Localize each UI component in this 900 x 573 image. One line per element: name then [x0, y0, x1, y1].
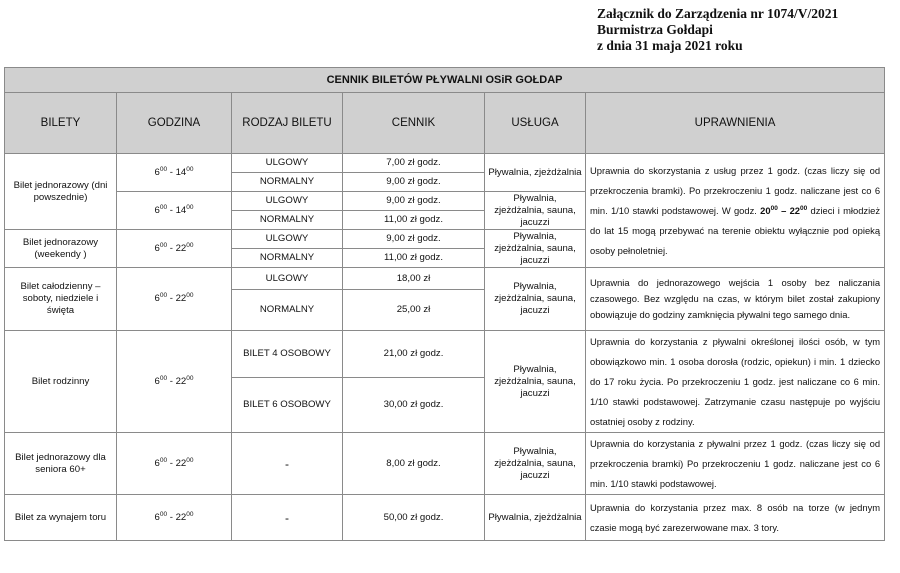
- hours-cell: $6^{00} - 22^{00}$: [117, 495, 232, 541]
- entitlements-cell: Uprawnia do korzystania z pływalni przez 1 godz. (czas liczy się od przekroczenia bramki) Po przekroczeniu 1 godz. naliczane jest co 6 min. 1/10 stawki podstawowej.: [586, 433, 885, 495]
- price-cell: 25,00 zł: [343, 290, 485, 331]
- price-cell: 9,00 zł godz.: [343, 173, 485, 192]
- service-cell: Pływalnia, zjeżdżalnia, sauna, jacuzzi: [485, 331, 586, 433]
- price-cell: 9,00 zł godz.: [343, 230, 485, 249]
- column-header-rodzaj: RODZAJ BILETU: [232, 93, 343, 154]
- hours-cell: $6^{00} - 22^{00}$: [117, 268, 232, 331]
- column-header-usluga: USŁUGA: [485, 93, 586, 154]
- header-line-2: Burmistrza Gołdapi: [597, 22, 713, 37]
- ticket-type-cell: -: [232, 433, 343, 495]
- ticket-name-cell: Bilet całodzienny – soboty, niedziele i święta: [5, 268, 117, 331]
- column-header-uprawnienia: UPRAWNIENIA: [586, 93, 885, 154]
- entitlements-cell: Uprawnia do jednorazowego wejścia 1 osoby bez naliczania czasowego. Bez względu na czas, w którym bilet został zakupiony obowiązuje do godziny zamknięcia pływalni tego samego dnia.: [586, 268, 885, 331]
- table-title: CENNIK BILETÓW PŁYWALNI OSiR GOŁDAP: [5, 68, 885, 93]
- price-cell: 50,00 zł godz.: [343, 495, 485, 541]
- ticket-type-cell: NORMALNY: [232, 211, 343, 230]
- price-cell: 11,00 zł godz.: [343, 249, 485, 268]
- ticket-type-cell: NORMALNY: [232, 249, 343, 268]
- price-table: [4, 67, 885, 541]
- entitlements-cell: Uprawnia do korzystania przez max. 8 osób na torze (w jednym czasie mogą być zarezerwowane max. 3 tory.: [586, 495, 885, 541]
- hours-cell: $6^{00} - 22^{00}$: [117, 230, 232, 268]
- service-cell: Pływalnia, zjeżdżalnia, sauna, jacuzzi: [485, 433, 586, 495]
- hours-cell: $6^{00} - 14^{00}$: [117, 192, 232, 230]
- service-cell: Pływalnia, zjeżdżalnia, sauna, jacuzzi: [485, 192, 586, 230]
- price-cell: 21,00 zł godz.: [343, 331, 485, 378]
- service-cell: Pływalnia, zjeżdżalnia: [485, 495, 586, 541]
- column-header-cennik: CENNIK: [343, 93, 485, 154]
- price-cell: 30,00 zł godz.: [343, 378, 485, 433]
- header-line-1: Załącznik do Zarządzenia nr 1074/V/2021: [597, 6, 839, 21]
- ticket-type-cell: ULGOWY: [232, 268, 343, 290]
- price-cell: 8,00 zł godz.: [343, 433, 485, 495]
- price-cell: 18,00 zł: [343, 268, 485, 290]
- entitlements-cell: Uprawnia do skorzystania z usług przez 1 godz. (czas liczy się od przekroczenia bramki). Po przekroczeniu 1 godz. naliczane jest co 6 min. 1/10 stawki podstawowej. W godz. $20^{00} - 22^{00}$ dzieci i młodzież do lat 15 mogą przebywać na terenie obiektu wyłącznie pod opieką osoby pełnoletniej.: [586, 154, 885, 268]
- ticket-type-cell: BILET 4 OSOBOWY: [232, 331, 343, 378]
- header-line-3: z dnia 31 maja 2021 roku: [597, 38, 743, 53]
- ticket-type-cell: -: [232, 495, 343, 541]
- ticket-name-cell: Bilet jednorazowy (weekendy ): [5, 230, 117, 268]
- hours-cell: $6^{00} - 22^{00}$: [117, 331, 232, 433]
- price-cell: 7,00 zł godz.: [343, 154, 485, 173]
- ticket-type-cell: ULGOWY: [232, 154, 343, 173]
- ticket-type-cell: ULGOWY: [232, 192, 343, 211]
- hours-cell: $6^{00} - 14^{00}$: [117, 154, 232, 192]
- hours-cell: $6^{00} - 22^{00}$: [117, 433, 232, 495]
- entitlements-cell: Uprawnia do korzystania z pływalni określonej ilości osób, w tym obowiązkowo min. 1 osoba dorosła (rodzic, opiekun) i min. 1 dziecko do 17 roku życia. Po przekroczeniu 1 godz. jest naliczane co 6 min. 1/10 stawki podstawowej. Zatrzymanie czasu następuje po wyjściu ostatniej osoby z rodziny.: [586, 331, 885, 433]
- ticket-type-cell: NORMALNY: [232, 290, 343, 331]
- ticket-name-cell: Bilet za wynajem toru: [5, 495, 117, 541]
- service-cell: Pływalnia, zjeżdżalnia, sauna, jacuzzi: [485, 230, 586, 268]
- ticket-type-cell: ULGOWY: [232, 230, 343, 249]
- document-header: [597, 6, 897, 54]
- ticket-name-cell: Bilet jednorazowy (dni powszednie): [5, 154, 117, 230]
- ticket-type-cell: NORMALNY: [232, 173, 343, 192]
- ticket-type-cell: BILET 6 OSOBOWY: [232, 378, 343, 433]
- ticket-name-cell: Bilet rodzinny: [5, 331, 117, 433]
- column-header-bilety: BILETY: [5, 93, 117, 154]
- service-cell: Pływalnia, zjeżdżalnia, sauna, jacuzzi: [485, 268, 586, 331]
- price-cell: 9,00 zł godz.: [343, 192, 485, 211]
- column-header-godzina: GODZINA: [117, 93, 232, 154]
- price-cell: 11,00 zł godz.: [343, 211, 485, 230]
- ticket-name-cell: Bilet jednorazowy dla seniora 60+: [5, 433, 117, 495]
- service-cell: Pływalnia, zjeżdżalnia: [485, 154, 586, 192]
